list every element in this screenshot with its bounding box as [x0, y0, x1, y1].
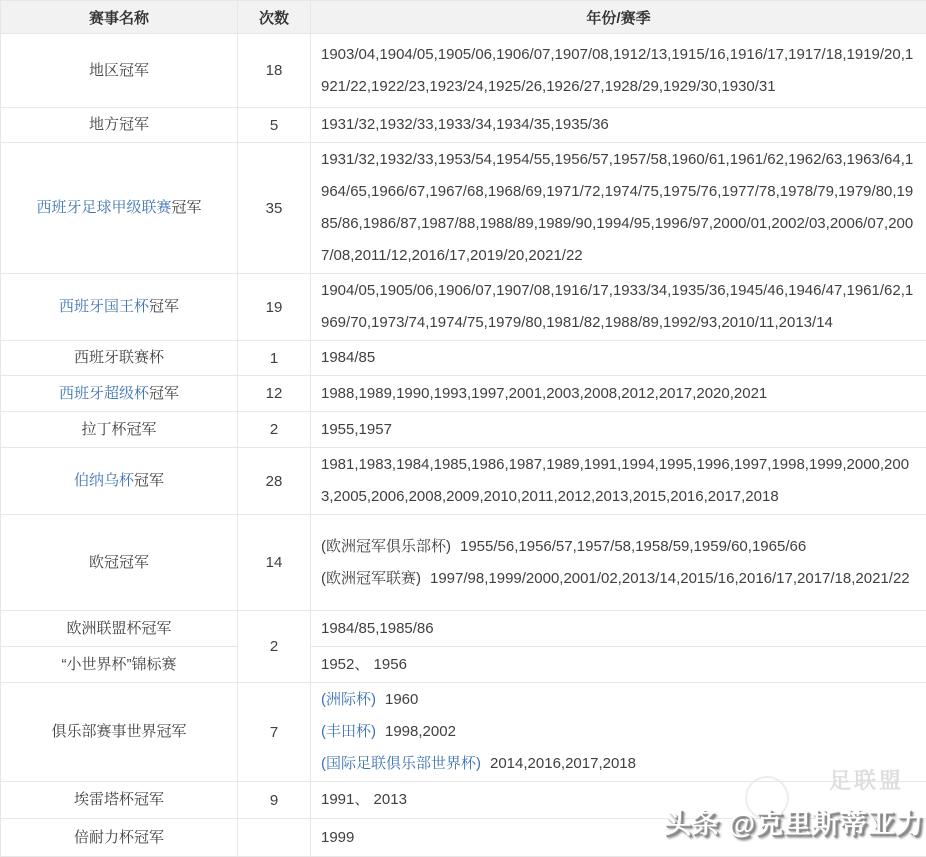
count-cell: 28 [238, 448, 311, 515]
years-cell: 1984/85 [311, 341, 926, 376]
competition-name: 拉丁杯冠军 [1, 412, 238, 448]
table-row [1, 448, 926, 515]
cup-name-prefix: (欧洲冠军联赛) [321, 570, 421, 587]
count-cell: 19 [238, 274, 311, 341]
years-line [321, 748, 916, 780]
watermark-faint-text: 足联盟 [829, 764, 904, 795]
competition-name: 倍耐力杯冠军 [1, 819, 238, 857]
cup-link-toyota[interactable]: (丰田杯) [321, 723, 376, 740]
competition-link-laliga[interactable]: 西班牙足球甲级联赛 [36, 199, 171, 216]
competition-name [1, 143, 238, 274]
competition-name: 俱乐部赛事世界冠军 [1, 683, 238, 782]
competition-name-suffix: 冠军 [149, 298, 179, 315]
years-cell: 1984/85,1985/86 [311, 611, 926, 647]
count-cell: 9 [238, 782, 311, 819]
cup-name-prefix: (欧洲冠军俱乐部杯) [321, 538, 451, 555]
competition-name: “小世界杯”锦标赛 [1, 647, 238, 683]
years-text: 1998,2002 [385, 723, 456, 740]
years-text: 1997/98,1999/2000,2001/02,2013/14,2015/16,2016/17,2017/18,2021/22 [430, 570, 910, 587]
competition-name: 欧洲联盟杯冠军 [1, 611, 238, 647]
years-cell: 1931/32,1932/33,1933/34,1934/35,1935/36 [311, 108, 926, 143]
column-header-years: 年份/赛季 [311, 1, 926, 34]
table-row [1, 611, 926, 647]
column-header-count: 次数 [238, 1, 311, 34]
years-cell: 1952、 1956 [311, 647, 926, 683]
column-header-competition: 赛事名称 [1, 1, 238, 34]
cup-link-club-world-cup[interactable]: (国际足联俱乐部世界杯) [321, 755, 481, 772]
table-row [1, 376, 926, 412]
count-cell: 2 [238, 412, 311, 448]
competition-name: 地方冠军 [1, 108, 238, 143]
count-cell: 12 [238, 376, 311, 412]
years-line [321, 531, 916, 563]
years-line [321, 563, 916, 595]
competition-link-supercopa[interactable]: 西班牙超级杯 [59, 385, 149, 402]
count-cell: 14 [238, 515, 311, 611]
years-cell: 1999 [311, 819, 926, 857]
watermark-author-text: 头条 @克里斯蒂亚力 [664, 802, 924, 841]
count-cell: 5 [238, 108, 311, 143]
years-cell: 1931/32,1932/33,1953/54,1954/55,1956/57,1957/58,1960/61,1961/62,1962/63,1963/64,1964/65,1966/67,1967/68,1968/69,1971/72,1974/75,1975/76,1977/78,1978/79,1979/80,1985/86,1986/87,1987/88,1988/89,1989/90,1994/95,1996/97,2000/01,2002/03,2006/07,2007/08,2011/12,2016/17,2019/20,2021/22 [311, 143, 926, 274]
competition-name [1, 274, 238, 341]
years-line [321, 716, 916, 748]
competition-name [1, 448, 238, 515]
table-row [1, 683, 926, 782]
table-row [1, 274, 926, 341]
years-cell: 1904/05,1905/06,1906/07,1907/08,1916/17,1933/34,1935/36,1945/46,1946/47,1961/62,1969/70,1973/74,1974/75,1979/80,1981/82,1988/89,1992/93,2010/11,2013/14 [311, 274, 926, 341]
years-cell: 1955,1957 [311, 412, 926, 448]
count-cell [238, 819, 311, 857]
cup-link-intercontinental[interactable]: (洲际杯) [321, 691, 376, 708]
count-cell: 35 [238, 143, 311, 274]
competition-name-suffix: 冠军 [134, 472, 164, 489]
count-cell: 18 [238, 34, 311, 108]
competition-name-suffix: 冠军 [149, 385, 179, 402]
count-cell: 7 [238, 683, 311, 782]
table-row [1, 108, 926, 143]
header-row [1, 1, 926, 34]
years-text: 1955/56,1956/57,1957/58,1958/59,1959/60,1965/66 [460, 538, 806, 555]
count-cell: 1 [238, 341, 311, 376]
years-cell: 1981,1983,1984,1985,1986,1987,1989,1991,1994,1995,1996,1997,1998,1999,2000,2003,2005,2006,2008,2009,2010,2011,2012,2013,2015,2016,2017,2018 [311, 448, 926, 515]
competition-link-copa-del-rey[interactable]: 西班牙国王杯 [59, 298, 149, 315]
table-row [1, 143, 926, 274]
years-cell: 1988,1989,1990,1993,1997,2001,2003,2008,2012,2017,2020,2021 [311, 376, 926, 412]
years-cell: 1991、 2013 [311, 782, 926, 819]
count-cell-merged: 2 [238, 611, 311, 683]
years-text: 2014,2016,2017,2018 [490, 755, 636, 772]
table-row [1, 34, 926, 108]
table-row [1, 647, 926, 683]
years-cell: 1903/04,1904/05,1905/06,1906/07,1907/08,1912/13,1915/16,1916/17,1917/18,1919/20,1921/22,1922/23,1923/24,1925/26,1926/27,1928/29,1929/30,1930/31 [311, 34, 926, 108]
competition-name: 欧冠冠军 [1, 515, 238, 611]
competition-name: 埃雷塔杯冠军 [1, 782, 238, 819]
table-row [1, 412, 926, 448]
competition-name [1, 376, 238, 412]
competition-name: 地区冠军 [1, 34, 238, 108]
years-line [321, 684, 916, 716]
years-cell [311, 515, 926, 611]
competition-name: 西班牙联赛杯 [1, 341, 238, 376]
competition-link-bernabeu-cup[interactable]: 伯纳乌杯 [74, 472, 134, 489]
table-row [1, 341, 926, 376]
competition-name-suffix: 冠军 [172, 199, 202, 216]
table-row [1, 515, 926, 611]
years-text: 1960 [385, 691, 418, 708]
